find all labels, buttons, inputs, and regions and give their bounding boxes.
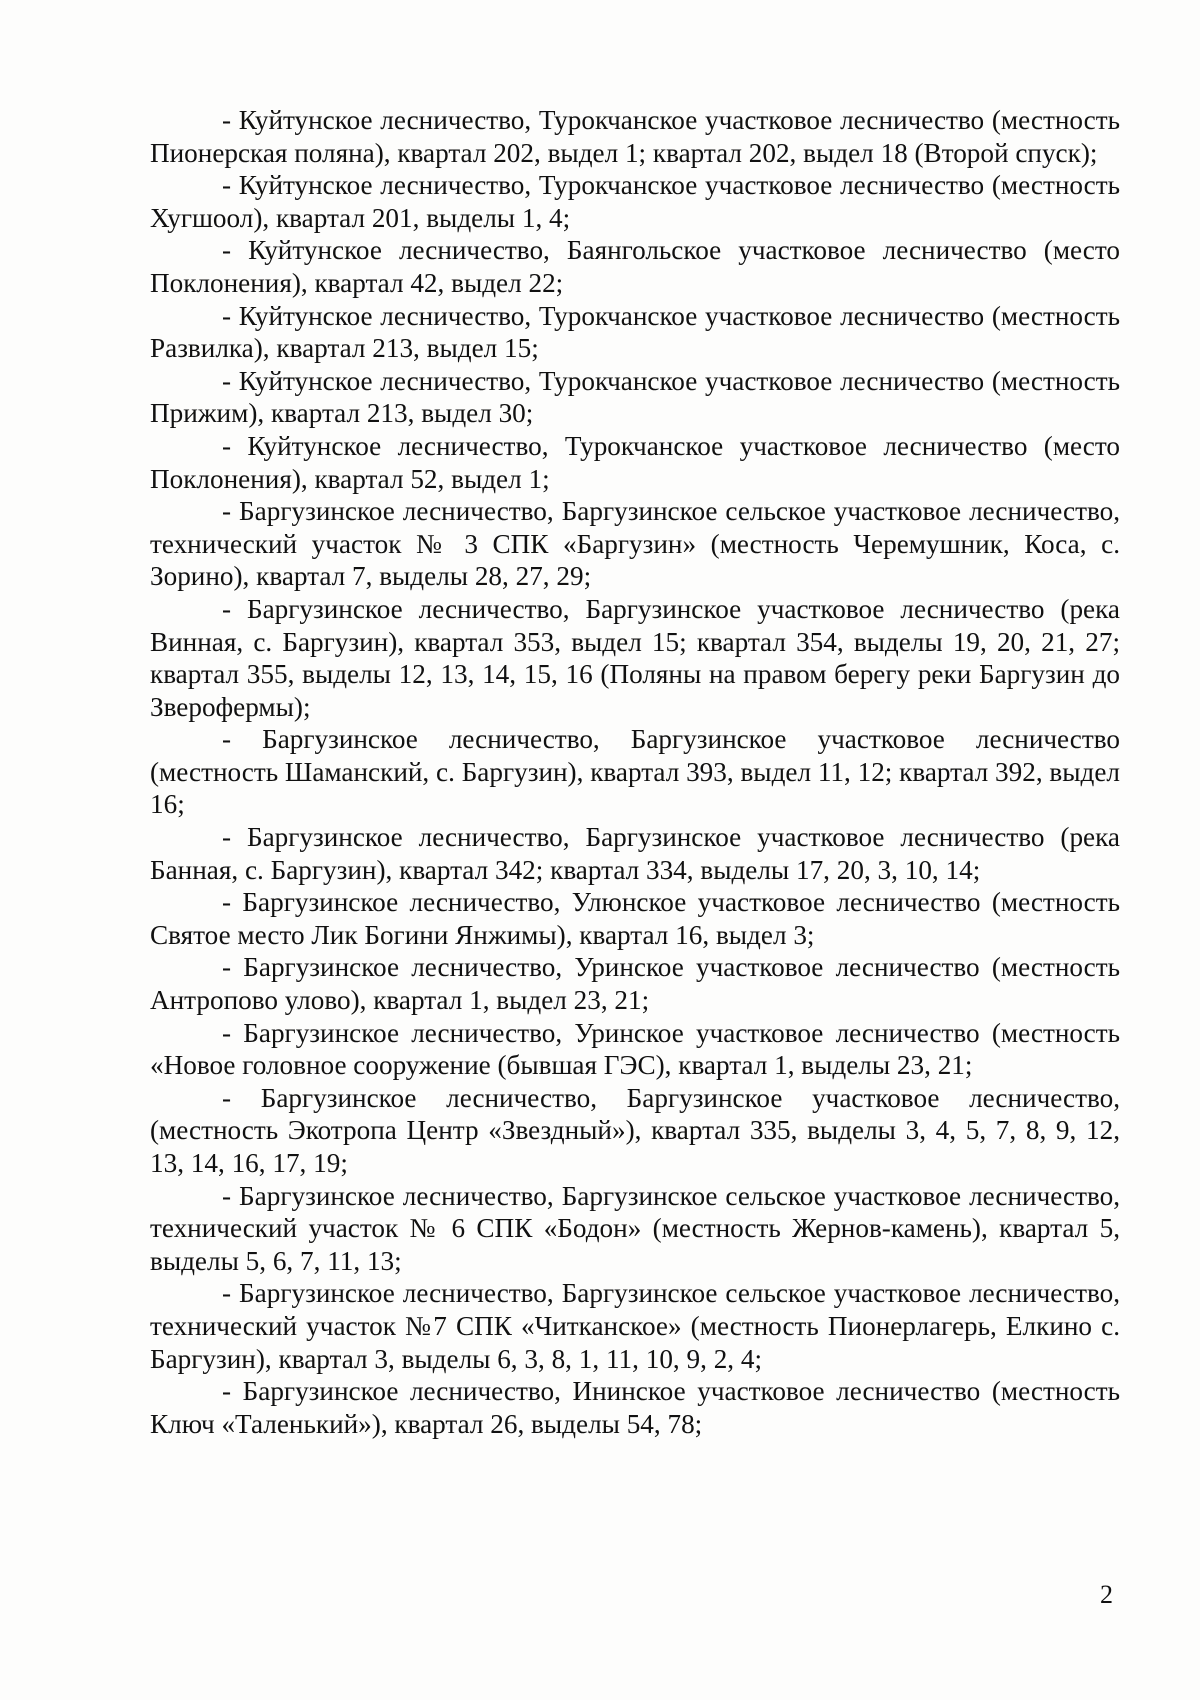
- list-item: - Куйтунское лесничество, Турокчанское участковое лесничество (местность Хугшоол), квартал 201, выделы 1, 4;: [150, 170, 1120, 233]
- page-number: 2: [1100, 1580, 1113, 1609]
- list-item: - Баргузинское лесничество, Улюнское участковое лесничество (местность Святое место Лик Богини Янжимы), квартал 16, выдел 3;: [150, 887, 1120, 950]
- list-item: - Баргузинское лесничество, Баргузинское участковое лесничество, (местность Экотропа Центр «Звездный»), квартал 335, выделы 3, 4, 5, 7, 8, 9, 12, 13, 14, 16, 17, 19;: [150, 1082, 1120, 1178]
- list-item: - Баргузинское лесничество, Баргузинское сельское участковое лесничество, технический участок № 6 СПК «Бодон» (местность Жернов-камень), квартал 5, выделы 5, 6, 7, 11, 13;: [150, 1180, 1120, 1276]
- list-item: - Баргузинское лесничество, Баргузинское сельское участковое лесничество, технический участок №7 СПК «Читканское» (местность Пионерлагерь, Елкино с. Баргузин), квартал 3, выделы 6, 3, 8, 1, 11, 10, 9, 2, 4;: [150, 1278, 1120, 1374]
- list-item: - Куйтунское лесничество, Турокчанское участковое лесничество (местность Развилка), квартал 213, выдел 15;: [150, 300, 1120, 364]
- list-item: - Куйтунское лесничество, Турокчанское участковое лесничество (местность Пионерская поляна), квартал 202, выдел 1; квартал 202, выдел 18 (Второй спуск);: [150, 105, 1120, 168]
- list-item: - Баргузинское лесничество, Баргузинское участковое лесничество (местность Шаманский, с. Баргузин), квартал 393, выдел 11, 12; квартал 392, выдел 16;: [150, 724, 1120, 820]
- list-item: - Куйтунское лесничество, Турокчанское участковое лесничество (место Поклонения), квартал 52, выдел 1;: [150, 430, 1120, 494]
- list-item: - Баргузинское лесничество, Уринское участковое лесничество (местность «Новое головное сооружение (бывшая ГЭС), квартал 1, выделы 23, 21;: [150, 1017, 1120, 1081]
- list-item: - Куйтунское лесничество, Баянгольское участковое лесничество (место Поклонения), квартал 42, выдел 22;: [150, 235, 1120, 298]
- list-item: - Баргузинское лесничество, Баргузинское участковое лесничество (река Винная, с. Баргузин), квартал 353, выдел 15; квартал 354, выделы 19, 20, 21, 27; квартал 355, выделы 12, 13, 14, 15, 16 (Поляны на правом берегу реки Баргузин до Зверофермы);: [150, 593, 1120, 722]
- list-item: - Баргузинское лесничество, Уринское участковое лесничество (местность Антропово улово), квартал 1, выдел 23, 21;: [150, 952, 1120, 1016]
- list-item: - Баргузинское лесничество, Баргузинское участковое лесничество (река Банная, с. Баргузин), квартал 342; квартал 334, выделы 17, 20, 3, 10, 14;: [150, 822, 1120, 885]
- list-item: - Куйтунское лесничество, Турокчанское участковое лесничество (местность Прижим), квартал 213, выдел 30;: [150, 365, 1120, 429]
- list-item: - Баргузинское лесничество, Ининское участковое лесничество (местность Ключ «Таленький»), квартал 26, выделы 54, 78;: [150, 1376, 1120, 1439]
- list-item: - Баргузинское лесничество, Баргузинское сельское участковое лесничество, технический участок № 3 СПК «Баргузин» (местность Черемушник, Коса, с. Зорино), квартал 7, выделы 28, 27, 29;: [150, 496, 1120, 592]
- document-body: [150, 104, 1120, 1440]
